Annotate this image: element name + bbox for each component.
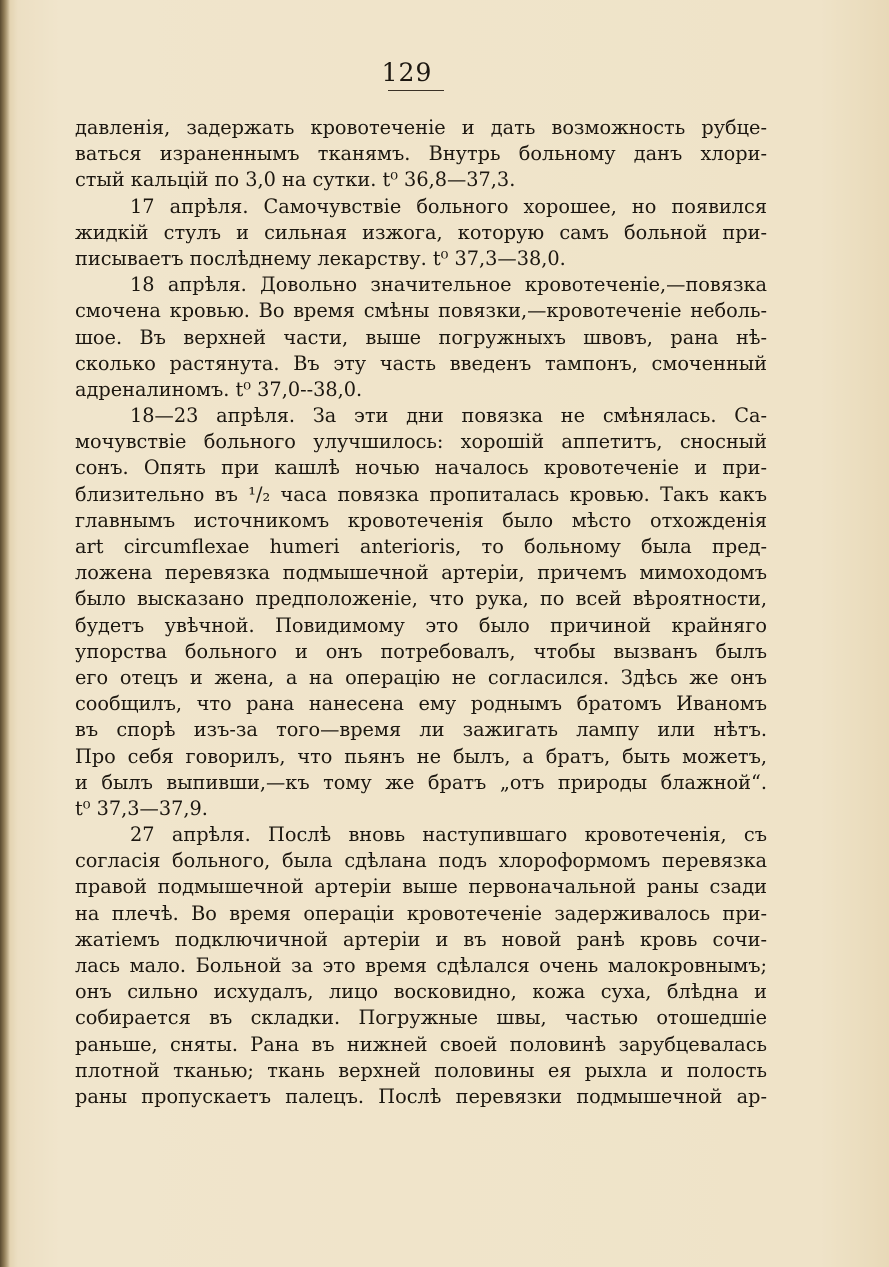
text-line: будетъ увѣчной. Повидимому это было причиной крайняго [75,613,767,637]
text-line: адреналиномъ. t⁰ 37,0--38,0. [75,377,363,401]
text-line: и былъ выпивши,—къ тому же братъ „отъ природы блажной“. [75,770,767,794]
text-line: раны пропускаетъ палецъ. Послѣ перевязки подмышечной ар- [75,1084,767,1108]
text-line: плотной тканью; ткань верхней половины ея рыхла и полость [75,1058,767,1082]
text-line: ваться израненнымъ тканямъ. Внутрь больному данъ хлори- [75,142,767,166]
page-number: 129 [381,58,433,87]
text-line: art circumflexae humeri anterioris, то больному была пред- [75,535,767,558]
text-line: смочена кровью. Во время смѣны повязки,—кровотеченіе неболь- [75,299,767,323]
text-line: сообщилъ, что рана нанесена ему роднымъ братомъ Иваномъ [75,692,767,716]
text-line: упорства больного и онъ потребовалъ, чтобы вызванъ былъ [75,639,767,663]
text-line: 27 апрѣля. Послѣ вновь наступившаго кровотеченія, съ [130,823,767,847]
book-spine-edge [0,0,10,1267]
text-line: въ спорѣ изъ-за того—время ли зажигать лампу или нѣтъ. [75,718,767,742]
text-line: Про себя говорилъ, что пьянъ не былъ, а братъ, быть можетъ, [75,744,767,768]
body-text [75,115,767,1110]
text-line: его отецъ и жена, а на операцію не согласился. Здѣсь же онъ [75,665,767,689]
text-line: ложена перевязка подмышечной артеріи, причемъ мимоходомъ [75,561,767,585]
text-line: сколько растянута. Въ эту часть введенъ тампонъ, смоченный [75,351,767,375]
text-line: лась мало. Больной за это время сдѣлался очень малокровнымъ; [75,954,767,977]
text-line: сонъ. Опять при кашлѣ ночью началось кровотеченіе и при- [75,456,767,480]
text-line: 18—23 апрѣля. За эти дни повязка не смѣнялась. Са- [130,404,767,428]
text-line: правой подмышечной артеріи выше первоначальной раны сзади [75,875,767,899]
text-line: давленія, задержать кровотеченіе и дать возможность рубце- [75,116,767,139]
text-line: раньше, сняты. Рана въ нижней своей половинѣ зарубцевалась [75,1032,767,1056]
text-line: 17 апрѣля. Самочувствіе больного хорошее, но появился [130,194,767,218]
text-line: мочувствіе больного улучшилось: хорошій аппетитъ, сносный [75,430,767,454]
text-line: жидкій стулъ и сильная изжога, которую самъ больной при- [75,220,767,244]
text-line: собирается въ складки. Погружные швы, частью отошедшіе [75,1006,767,1030]
text-line: на плечѣ. Во время операціи кровотеченіе задерживалось при- [75,901,767,925]
text-line: стый кальцій по 3,0 на сутки. t⁰ 36,8—37,3. [75,168,516,192]
text-line: шое. Въ верхней части, выше погружныхъ швовъ, рана нѣ- [75,325,767,349]
text-line: t⁰ 37,3—37,9. [75,796,208,820]
text-line: писываетъ послѣднему лекарству. t⁰ 37,3—38,0. [75,246,566,270]
text-line: близительно въ ¹/₂ часа повязка пропиталась кровью. Такъ какъ [75,482,767,506]
text-line: согласія больного, была сдѣлана подъ хлороформомъ перевязка [75,849,767,873]
text-line: было высказано предположеніе, что рука, по всей вѣроятности, [75,587,767,611]
text-line: главнымъ источникомъ кровотеченія было мѣсто отхожденія [75,508,767,532]
text-line: жатіемъ подключичной артеріи и въ новой ранѣ кровь сочи- [75,927,767,951]
text-line: 18 апрѣля. Довольно значительное кровотеченіе,—повязка [130,273,767,297]
page-number-rule [388,90,444,91]
text-line: онъ сильно исхудалъ, лицо восковидно, кожа суха, блѣдна и [75,980,767,1004]
